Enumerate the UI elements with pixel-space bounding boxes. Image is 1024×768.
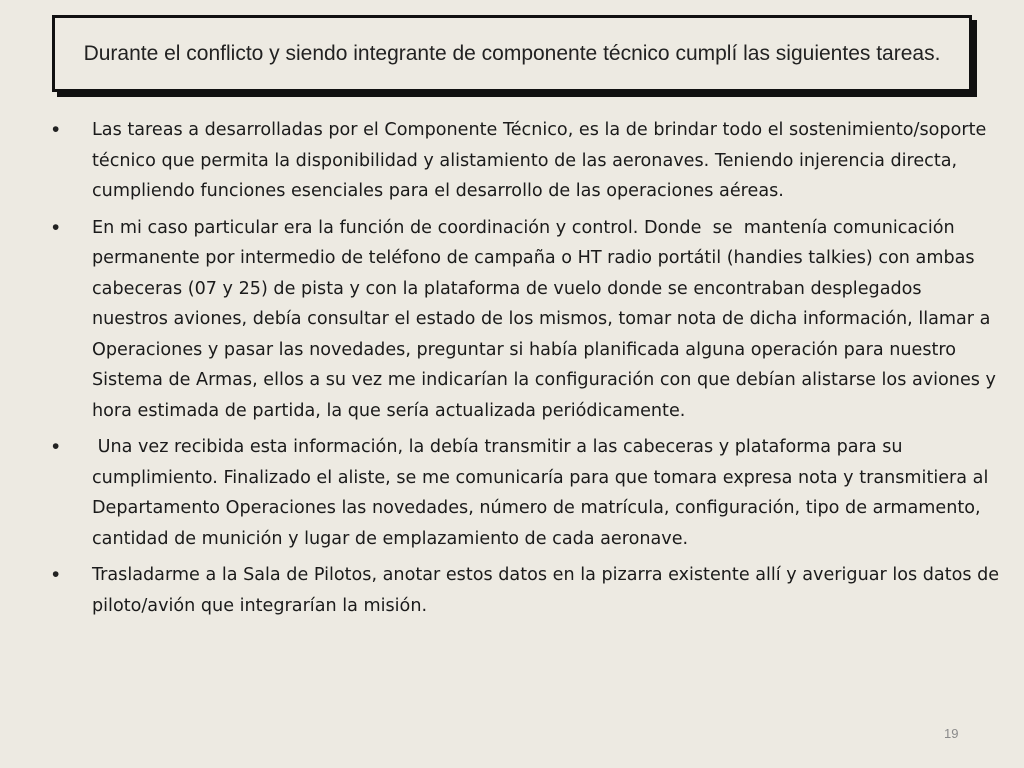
bullet-icon: • <box>52 118 60 141</box>
bullet-text: Las tareas a desarrolladas por el Componente Técnico, es la de brindar todo el sostenimiento/soporte técnico que permita la disponibilidad y alistamiento de las aeronaves. Teniendo injerencia directa, cumpliendo funciones esenciales para el desarrollo de las operaciones aéreas. <box>92 120 992 201</box>
bullet-text: Una vez recibida esta información, la debía transmitir a las cabeceras y plataforma para su cumplimiento. Finalizado el aliste, se me comunicaría para que tomara expresa nota y transmitiera al Departamento Operaciones las novedades, número de matrícula, configuración, tipo de armamento, cantidad de munición y lugar de emplazamiento de cada aeronave. <box>92 437 994 549</box>
bullet-text: En mi caso particular era la función de coordinación y control. Donde se mantenía comunicación permanente por intermedio de teléfono de campaña o HT radio portátil (handies talkies) con ambas cabeceras (07 y 25) de pista y con la plataforma de vuelo donde se encontraban desplegados nuestros aviones, debía consultar el estado de los mismos, tomar nota de dicha información, llamar a Operaciones y pasar las novedades, preguntar si había planificada alguna operación para nuestro Sistema de Armas, ellos a su vez me indicarían la configuración con que debían alistarse los aviones y hora estimada de partida, la que sería actualizada periódicamente. <box>92 217 1002 421</box>
bullet-icon: • <box>52 435 60 458</box>
page-number: 19 <box>944 726 959 741</box>
bullet-list <box>52 115 1005 627</box>
bullet-icon: • <box>52 563 60 586</box>
bullet-item <box>52 432 1002 554</box>
bullet-text: Trasladarme a la Sala de Pilotos, anotar estos datos en la pizarra existente allí y averiguar los datos de piloto/avión que integrarían la misión. <box>92 565 1005 616</box>
bullet-icon: • <box>52 215 60 239</box>
bullet-item <box>52 213 1002 427</box>
slide-title: Durante el conflicto y siendo integrante de componente técnico cumplí las siguientes tareas. <box>83 41 941 65</box>
bullet-item <box>52 115 1002 207</box>
bullet-item <box>52 560 1005 621</box>
slide-title-box <box>52 15 972 92</box>
